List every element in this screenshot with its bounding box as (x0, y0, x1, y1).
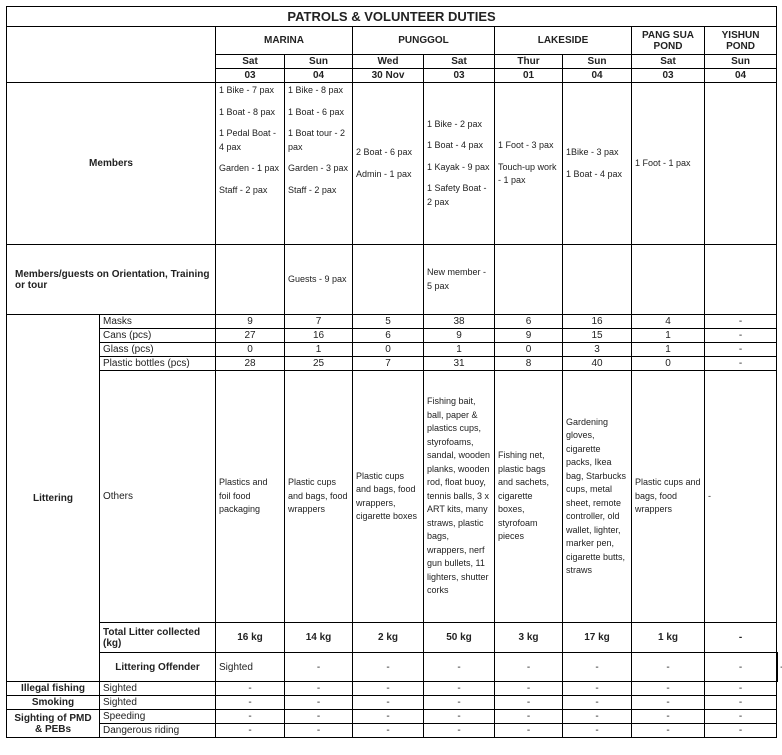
orientation-cell (353, 245, 424, 315)
offence-value: - (705, 682, 777, 696)
litter-value: 5 (353, 315, 424, 329)
location-lakeside: LAKESIDE (495, 27, 632, 55)
day-cell: Wed (353, 55, 424, 69)
offence-value: - (632, 724, 705, 738)
offence-value: - (632, 696, 705, 710)
member-entry: 1 Bike - 7 pax (219, 85, 275, 95)
offence-value: - (705, 653, 777, 682)
offence-label: Smoking (7, 696, 100, 710)
members-cell (285, 83, 353, 245)
litter-value: - (705, 357, 777, 371)
litter-value: 1 (632, 329, 705, 343)
date-cell: 04 (705, 69, 777, 83)
litter-value: 16 (285, 329, 353, 343)
offence-value: - (424, 696, 495, 710)
member-entry: 1Bike - 3 pax (566, 147, 619, 157)
others-cell: - (705, 371, 777, 623)
offence-sub-label: Dangerous riding (100, 724, 216, 738)
member-entry: Admin - 1 pax (356, 168, 412, 179)
date-cell: 04 (285, 69, 353, 83)
members-cell (216, 83, 285, 245)
total-litter-value: 2 kg (353, 623, 424, 653)
total-litter-value: 16 kg (216, 623, 285, 653)
offence-value (777, 653, 778, 682)
offence-value: - (495, 653, 563, 682)
litter-row-label: Glass (pcs) (100, 343, 216, 357)
day-cell: Sun (705, 55, 777, 69)
litter-value: 3 (563, 343, 632, 357)
offence-value: - (424, 653, 495, 682)
litter-value: 0 (216, 343, 285, 357)
litter-value: 16 (563, 315, 632, 329)
offence-value: - (495, 682, 563, 696)
offence-label: Illegal fishing (7, 682, 100, 696)
members-label: Members (7, 83, 216, 245)
litter-value: 6 (495, 315, 563, 329)
offence-label: Littering Offender (100, 653, 216, 682)
litter-value: 31 (424, 357, 495, 371)
offence-value: - (495, 724, 563, 738)
offence-value: - (285, 682, 353, 696)
location-punggol: PUNGGOL (353, 27, 495, 55)
offence-value: - (285, 724, 353, 738)
member-entry: Garden - 1 pax (219, 163, 280, 173)
offence-value: - (216, 724, 285, 738)
others-label: Others (100, 371, 216, 623)
litter-row-label: Masks (100, 315, 216, 329)
offence-value: - (424, 724, 495, 738)
litter-value: - (705, 329, 777, 343)
date-cell: 01 (495, 69, 563, 83)
member-entry: 1 Bike - 2 pax (427, 118, 483, 129)
member-entry: 1 Foot - 1 pax (635, 157, 691, 168)
offence-value: - (353, 653, 424, 682)
member-entry: 1 Boat - 4 pax (566, 168, 623, 179)
member-entry: 1 Kayak - 9 pax (427, 161, 490, 172)
orientation-label: Members/guests on Orientation, Training or tour (7, 245, 216, 315)
litter-value: 38 (424, 315, 495, 329)
offence-value: - (705, 710, 777, 724)
litter-value: 9 (216, 315, 285, 329)
litter-value: 0 (353, 343, 424, 357)
offence-value: - (424, 710, 495, 724)
patrol-duties-table (6, 6, 778, 738)
litter-value: 25 (285, 357, 353, 371)
litter-value: 40 (563, 357, 632, 371)
offence-label: Sighting of PMD & PEBs (7, 710, 100, 738)
member-entry: 1 Boat - 4 pax (427, 140, 484, 151)
member-entry: 1 Bike - 8 pax (288, 85, 344, 95)
litter-value: 8 (495, 357, 563, 371)
litter-value: 9 (424, 329, 495, 343)
others-cell: Fishing bait, ball, paper & plastics cups, styrofoams, sandal, wooden planks, wooden rod, float buoy, tennis balls, 3 x ART kits, many straws, plastic bags, wrappers, nerf gun bullets, 11 lighters, shutter corks (424, 371, 495, 623)
offence-value: - (424, 682, 495, 696)
others-cell: Plastic cups and bags, food wrappers (285, 371, 353, 623)
members-cell (353, 83, 424, 245)
litter-value: 0 (495, 343, 563, 357)
members-cell (632, 83, 705, 245)
litter-row-label: Plastic bottles (pcs) (100, 357, 216, 371)
day-cell: Sun (285, 55, 353, 69)
day-cell: Thur (495, 55, 563, 69)
orientation-cell (632, 245, 705, 315)
litter-value: 1 (424, 343, 495, 357)
date-cell: 30 Nov (353, 69, 424, 83)
date-cell: 03 (424, 69, 495, 83)
header-blank (7, 27, 216, 83)
offence-value: - (216, 696, 285, 710)
date-cell: 04 (563, 69, 632, 83)
offence-value: - (495, 710, 563, 724)
member-entry: Touch-up work - 1 pax (498, 161, 557, 186)
litter-value: 6 (353, 329, 424, 343)
offence-value: - (353, 710, 424, 724)
location-yishun-pond: YISHUN POND (705, 27, 777, 55)
others-cell: Plastic cups and bags, food wrappers, cigarette boxes (353, 371, 424, 623)
member-entry: 1 Boat tour - 2 pax (288, 128, 346, 152)
members-cell (424, 83, 495, 245)
offence-value: - (632, 653, 705, 682)
member-entry: 2 Boat - 6 pax (356, 147, 413, 157)
offence-value: - (705, 696, 777, 710)
offence-sub-label: Sighted (100, 682, 216, 696)
others-cell: Fishing net, plastic bags and sachets, cigarette boxes, styrofoam pieces (495, 371, 563, 623)
orientation-cell (705, 245, 777, 315)
member-entry: 1 Safety Boat - 2 pax (427, 183, 487, 207)
offence-value: - (563, 682, 632, 696)
litter-value: 4 (632, 315, 705, 329)
others-cell: Plastics and foil food packaging (216, 371, 285, 623)
litter-value: 0 (632, 357, 705, 371)
litter-value: 9 (495, 329, 563, 343)
orientation-cell: New member - 5 pax (424, 245, 495, 315)
offence-value: - (216, 710, 285, 724)
orientation-cell (216, 245, 285, 315)
offence-value: - (216, 682, 285, 696)
offence-value: - (495, 696, 563, 710)
offence-value: - (563, 696, 632, 710)
litter-row-label: Cans (pcs) (100, 329, 216, 343)
members-cell (495, 83, 563, 245)
litter-value: 7 (353, 357, 424, 371)
offence-value: - (353, 696, 424, 710)
offence-value: - (285, 710, 353, 724)
offence-value: - (285, 696, 353, 710)
offence-sub-label: Sighted (216, 653, 285, 682)
member-entry: Garden - 3 pax (288, 163, 349, 173)
members-cell (563, 83, 632, 245)
litter-value: 1 (632, 343, 705, 357)
day-cell: Sat (424, 55, 495, 69)
offence-value: - (285, 653, 353, 682)
offence-value: - (632, 682, 705, 696)
member-entry: 1 Boat - 6 pax (288, 106, 345, 117)
member-entry: 1 Pedal Boat - 4 pax (219, 128, 277, 152)
offence-value: - (632, 710, 705, 724)
member-entry: Staff - 2 pax (219, 184, 268, 195)
date-cell: 03 (632, 69, 705, 83)
littering-label: Littering (7, 315, 100, 682)
total-litter-value: 1 kg (632, 623, 705, 653)
offence-sub-label: Speeding (100, 710, 216, 724)
members-cell (705, 83, 777, 245)
litter-value: 28 (216, 357, 285, 371)
litter-value: - (705, 315, 777, 329)
total-litter-label: Total Litter collected (kg) (100, 623, 216, 653)
offence-value: - (563, 653, 632, 682)
offence-value: - (563, 710, 632, 724)
member-entry: 1 Foot - 3 pax (498, 140, 554, 151)
location-pang-sua-pond: PANG SUA POND (632, 27, 705, 55)
location-marina: MARINA (216, 27, 353, 55)
day-cell: Sat (216, 55, 285, 69)
total-litter-value: 50 kg (424, 623, 495, 653)
others-cell: Plastic cups and bags, food wrappers (632, 371, 705, 623)
orientation-cell (563, 245, 632, 315)
litter-value: 15 (563, 329, 632, 343)
day-cell: Sat (632, 55, 705, 69)
total-litter-value: 17 kg (563, 623, 632, 653)
date-cell: 03 (216, 69, 285, 83)
litter-value: - (705, 343, 777, 357)
member-entry: Staff - 2 pax (288, 184, 337, 195)
orientation-cell: Guests - 9 pax (285, 245, 353, 315)
litter-value: 1 (285, 343, 353, 357)
total-litter-value: - (705, 623, 777, 653)
day-cell: Sun (563, 55, 632, 69)
member-entry: 1 Boat - 8 pax (219, 106, 276, 117)
others-cell: Gardening gloves, cigarette packs, Ikea bag, Starbucks cups, metal sheet, remote controller, old wallet, lighter, marker pen, cigarette butts, straws (563, 371, 632, 623)
offence-value: - (563, 724, 632, 738)
offence-value: - (353, 682, 424, 696)
table-title: PATROLS & VOLUNTEER DUTIES (7, 7, 777, 27)
offence-value: - (705, 724, 777, 738)
total-litter-value: 14 kg (285, 623, 353, 653)
offence-sub-label: Sighted (100, 696, 216, 710)
offence-value: - (353, 724, 424, 738)
litter-value: 7 (285, 315, 353, 329)
litter-value: 27 (216, 329, 285, 343)
total-litter-value: 3 kg (495, 623, 563, 653)
orientation-cell (495, 245, 563, 315)
